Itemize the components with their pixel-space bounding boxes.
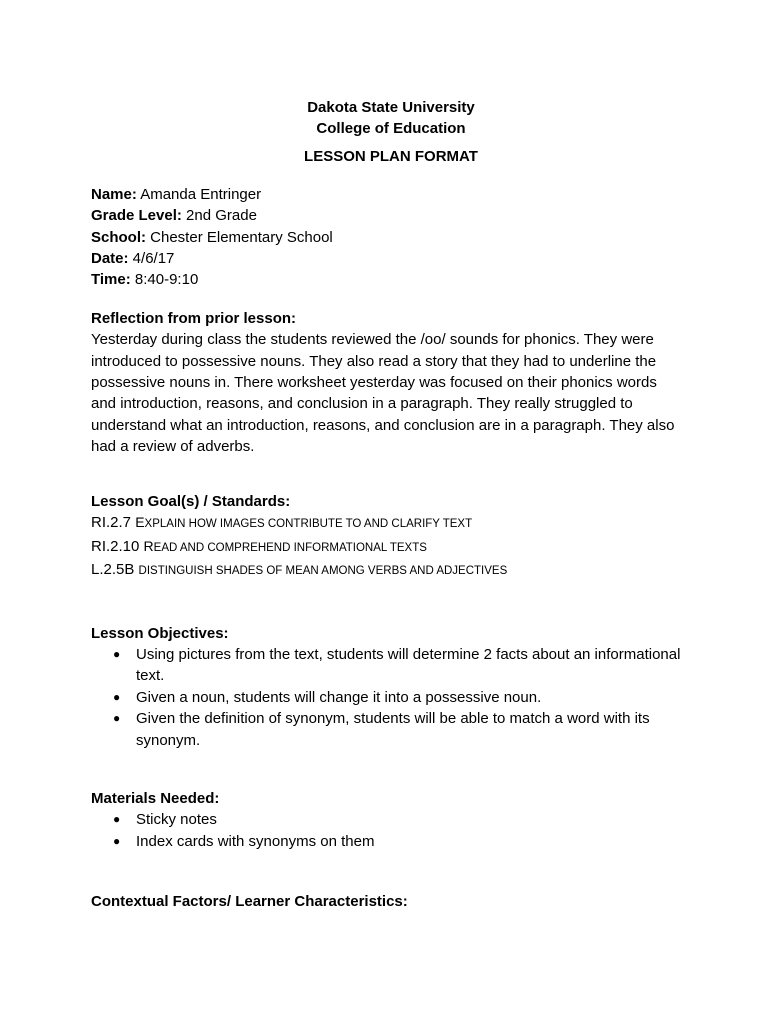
info-value: 4/6/17 (128, 249, 175, 267)
list-item (91, 644, 691, 687)
info-value: 8:40-9:10 (130, 271, 199, 289)
list-item (91, 708, 691, 751)
goals-section (91, 491, 691, 583)
standard-initial: E (135, 514, 145, 531)
bullet-icon: ● (113, 711, 121, 726)
materials-list (91, 809, 691, 852)
standard-code: RI.2.10 (91, 537, 144, 555)
standard-text: XPLAIN HOW IMAGES CONTRIBUTE TO AND CLARIFY TEXT (144, 518, 473, 531)
info-value: Amanda Entringer (136, 186, 262, 203)
document-page (91, 97, 691, 912)
bullet-icon: ● (113, 689, 121, 704)
reflection-heading: Reflection from prior lesson: (91, 310, 297, 328)
objective-text: Given a noun, students will change it into a possessive noun. (136, 688, 542, 706)
standard-initial: R (143, 537, 154, 554)
university-name: Dakota State University (307, 99, 475, 116)
objective-text: Using pictures from the text, students will determine 2 facts about an informational text. (136, 645, 681, 685)
standard-code: RI.2.7 (91, 514, 136, 532)
bullet-icon: ● (113, 833, 121, 848)
reflection-text: Yesterday during class the students reviewed the /oo/ sounds for phonics. They were introduced to possessive nouns. They also read a story that they had to underline the possessive nouns in. There worksheet yesterday was focused on their phonics words and introduction, reasons, and conclusion in a paragraph. They really struggled to understand what an introduction, reasons, and conclusion are in a paragraph. They also had a review of adverbs. (91, 331, 675, 455)
info-block (91, 184, 691, 290)
standard-ri-2-7 (91, 512, 691, 536)
info-date (91, 248, 691, 269)
materials-heading: Materials Needed: (91, 790, 220, 808)
standard-text: EAD AND COMPREHEND INFORMATIONAL TEXTS (153, 541, 427, 554)
material-text: Sticky notes (136, 811, 217, 829)
bullet-icon: ● (113, 646, 121, 661)
standard-ri-2-10 (91, 536, 691, 560)
info-value: 2nd Grade (181, 207, 257, 225)
list-item (91, 809, 691, 831)
info-label: Date: (91, 249, 129, 267)
info-label: Name: (91, 186, 137, 203)
college-name: College of Education (316, 120, 466, 137)
goals-heading: Lesson Goal(s) / Standards: (91, 493, 291, 511)
document-header (91, 97, 691, 139)
info-label: School: (91, 228, 146, 246)
info-value: Chester Elementary School (146, 228, 333, 246)
info-label: Time: (91, 271, 131, 289)
standard-text: DISTINGUISH SHADES OF MEAN AMONG VERBS AND ADJECTIVES (138, 565, 508, 578)
info-grade-level (91, 205, 691, 226)
info-time (91, 269, 691, 290)
reflection-section (91, 308, 691, 457)
objective-text: Given the definition of synonym, students will be able to match a word with its synonym. (136, 710, 650, 749)
objectives-heading: Lesson Objectives: (91, 624, 229, 642)
list-item (91, 687, 691, 709)
materials-section (91, 788, 691, 852)
objectives-section (91, 623, 691, 752)
format-title: LESSON PLAN FORMAT (304, 148, 478, 165)
contextual-section (91, 891, 691, 912)
standard-code: L.2.5B (91, 561, 139, 579)
contextual-heading: Contextual Factors/ Learner Characteristics: (91, 893, 408, 911)
bullet-icon: ● (113, 812, 121, 827)
standard-l-2-5b (91, 559, 691, 583)
objectives-list (91, 644, 691, 752)
material-text: Index cards with synonyms on them (136, 832, 375, 850)
list-item (91, 831, 691, 853)
info-school (91, 227, 691, 248)
info-name (91, 184, 691, 205)
info-label: Grade Level: (91, 207, 182, 225)
